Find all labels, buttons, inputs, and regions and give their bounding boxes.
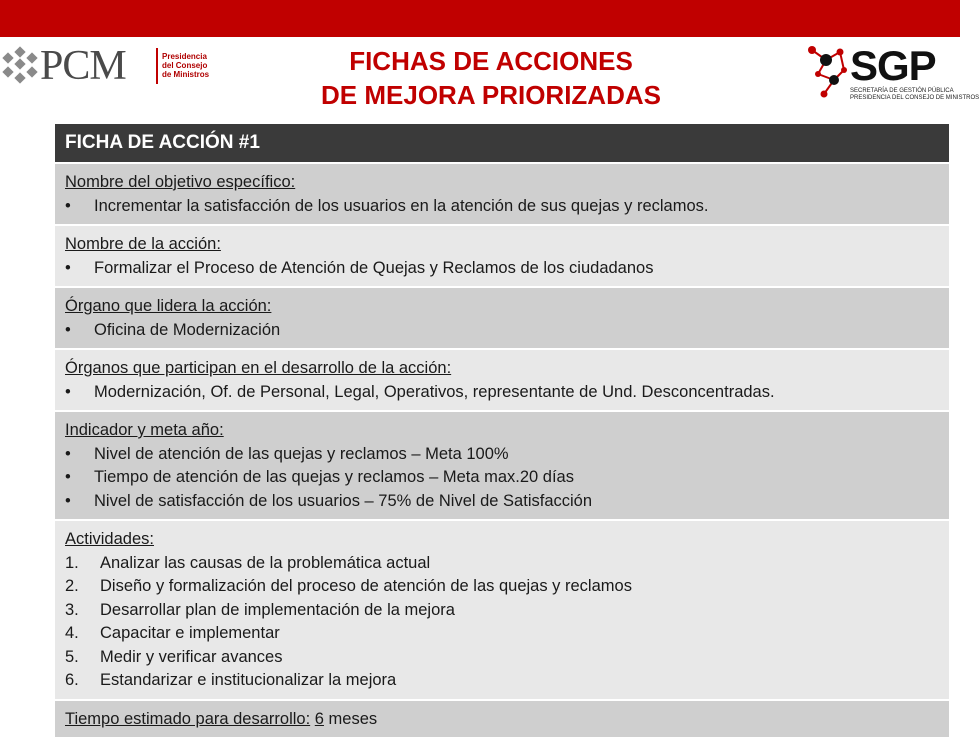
list-item: • Oficina de Modernización <box>65 319 939 343</box>
time-unit: meses <box>329 710 378 728</box>
sgp-logo-text: SGP <box>850 44 936 88</box>
list-item: 2. Diseño y formalización del proceso de atención de las quejas y reclamos <box>65 575 939 599</box>
pcm-logo-subtitle: Presidencia del Consejo de Ministros <box>162 52 209 79</box>
pcm-logo-text: PCM <box>40 44 126 88</box>
list-item: • Nivel de satisfacción de los usuarios – 75% de Nivel de Satisfacción <box>65 490 939 514</box>
list-item: 1. Analizar las causas de la problemática actual <box>65 552 939 576</box>
list-item: • Incrementar la satisfacción de los usuarios en la atención de sus quejas y reclamos. <box>65 195 939 219</box>
bullet-icon: • <box>65 195 94 219</box>
sgp-logo <box>804 42 956 104</box>
bullet-icon: • <box>65 490 94 514</box>
page-title-line2: DE MEJORA PRIORIZADAS <box>260 78 722 112</box>
list-item: • Formalizar el Proceso de Atención de Quejas y Reclamos de los ciudadanos <box>65 257 939 281</box>
pcm-emblem-icon <box>2 46 38 86</box>
bullet-icon: • <box>65 257 94 281</box>
section-estimated-time <box>55 699 949 737</box>
bullet-icon: • <box>65 319 94 343</box>
section-label: Órgano que lidera la acción: <box>65 295 939 319</box>
section-activities <box>55 519 949 699</box>
sgp-network-icon <box>804 42 850 102</box>
time-value: 6 <box>315 710 324 728</box>
section-action-name <box>55 224 949 286</box>
section-label: Actividades: <box>65 528 939 552</box>
section-label: Nombre de la acción: <box>65 233 939 257</box>
section-indicator <box>55 410 949 519</box>
list-item: • Modernización, Of. de Personal, Legal, Operativos, representante de Und. Desconcentradas. <box>65 381 939 405</box>
bullet-icon: • <box>65 443 94 467</box>
section-objective <box>55 162 949 224</box>
card-header: FICHA DE ACCIÓN #1 <box>55 124 949 162</box>
list-item: • Tiempo de atención de las quejas y reclamos – Meta max.20 días <box>65 466 939 490</box>
list-item: 6. Estandarizar e institucionalizar la mejora <box>65 669 939 693</box>
action-card <box>55 124 949 737</box>
page-title <box>260 44 722 112</box>
pcm-logo-divider <box>156 48 158 84</box>
page-title-line1: FICHAS DE ACCIONES <box>260 44 722 78</box>
list-item: 5. Medir y verificar avances <box>65 646 939 670</box>
bullet-icon: • <box>65 466 94 490</box>
top-red-bar <box>0 0 960 37</box>
pcm-logo <box>2 44 214 88</box>
section-label: Nombre del objetivo específico: <box>65 171 939 195</box>
bullet-icon: • <box>65 381 94 405</box>
sgp-logo-subtitle: SECRETARÍA DE GESTIÓN PÚBLICA PRESIDENCIA DEL CONSEJO DE MINISTROS <box>850 88 979 102</box>
section-label: Indicador y meta año: <box>65 419 939 443</box>
list-item: 4. Capacitar e implementar <box>65 622 939 646</box>
section-label: Órganos que participan en el desarrollo de la acción: <box>65 357 939 381</box>
list-item: • Nivel de atención de las quejas y reclamos – Meta 100% <box>65 443 939 467</box>
section-leading-organ <box>55 286 949 348</box>
time-label: Tiempo estimado para desarrollo: <box>65 710 310 728</box>
list-item: 3. Desarrollar plan de implementación de la mejora <box>65 599 939 623</box>
section-participating-organs <box>55 348 949 410</box>
